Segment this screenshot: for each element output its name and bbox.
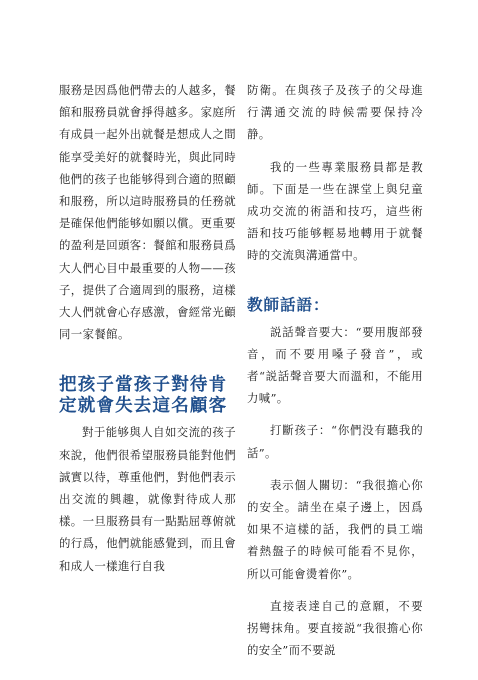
paragraph: 打斷孩子：“你們没有聽我的話”。 — [247, 423, 423, 460]
right-column — [247, 79, 423, 661]
paragraph: 對于能够與人自如交流的孩子來說，他們很希望服務員能對他們誠實以待，尊重他們，對他們表示出交流的興趣，就像對待成人那樣。一旦服務員有一點點屈尊俯就的行爲，他們就能感覺到，而且會和成人一樣進行自我 — [59, 425, 236, 573]
paragraph: 我的一些專業服務員都是教師。下面是一些在課堂上與兒童成功交流的術語和技巧，這些術語和技巧能够輕易地轉用于就餐時的交流與溝通當中。 — [247, 159, 423, 263]
section-heading: 把孩子當孩子對待肯定就會失去這名顧客 — [59, 375, 228, 417]
paragraph: 表示個人關切：“我很擔心你的安全。請坐在桌子邊上，因爲如果不這樣的話，我們的員工端着熱盤子的時候可能看不見你，所以可能會燙着你”。 — [247, 477, 423, 581]
paragraph: 説話聲音要大：“要用腹部發音，而不要用嗓子發音”，或者“説話聲音要大而溫和，不能用力喊”。 — [247, 324, 423, 406]
left-column — [59, 79, 236, 577]
paragraph: 服務是因爲他們帶去的人越多，餐館和服務員就會掙得越多。家庭所有成員一起外出就餐是想成人之間能享受美好的就餐時光，與此同時他們的孩子也能够得到合適的照顧和服務，所以這時服務員的任務就是確保他們能够如願以償。更重要的盈利是回頭客：餐館和服務員爲大人們心目中最重要的人物——孩子，提供了合適周到的服務，這樣大人們就會心存感激，會經常光顧同一家餐館。 — [59, 83, 236, 342]
section-heading: 教師話語： — [247, 294, 330, 314]
paragraph: 防衛。在與孩子及孩子的父母進行溝通交流的時候需要保持冷静。 — [247, 83, 423, 142]
paragraph: 直接表達自己的意願，不要拐彎抹角。要直接説“我很擔心你的安全”而不要説 — [247, 598, 423, 658]
